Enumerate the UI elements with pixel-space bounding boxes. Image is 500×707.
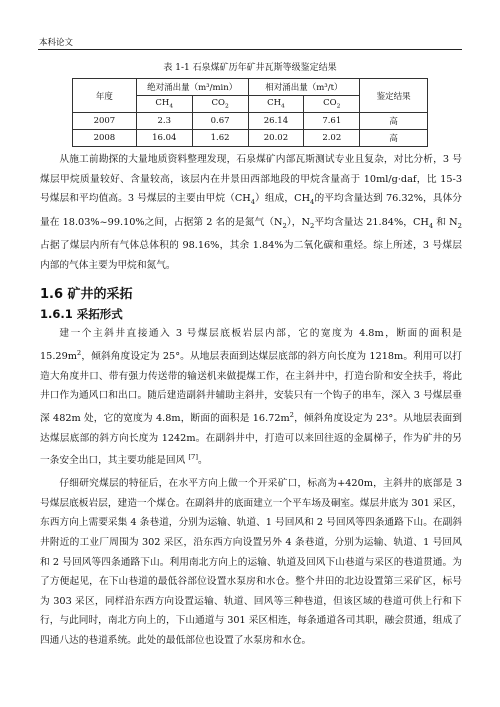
subheader-abs-ch4: $CH_4$: [136, 96, 192, 113]
paragraph-mining-districts: 仔细研究煤层的特征后，在水平方向上做一个开采矿口，标高为+420m，主斜井的底部是 3 号煤层底板岩层，建造一个煤仓。在副斜井的底面建立一个平车场及硐室。煤层井底为 301 采区，东西方向上需要采集 4 条巷道，分别为运输、轨道、1 号回风和 2 号回风等四条通路下山。在副斜井附近的工业厂周围为 302 采区，沿东西方向设置另外 4 条巷道，分别为运输、轨道、1 号回风和 2 号回风等四条通路下山。利用南北方向上的运输、轨道及回风下山巷道与采区的巷道贯通。为了方便起见，在下山巷道的最低谷部位设置水泵房和水仓。整个井田的北边设置第三采矿区，标号为 303 采区，同样沿东西方向设置运输、轨道、回风等三种巷道，但该区域的巷道可供上行和下行，与此同时，南北方向上的，下山通道与 301 采区相连，每条通道各司其职，融会贯通，组成了四通八达的巷道系统。此处的最低部位也设置了水泵房和水仓。: [40, 478, 462, 647]
cell-year: 2007: [73, 113, 137, 130]
cell-abs-ch4: 16.04: [136, 130, 192, 147]
gas-grade-table: [72, 78, 428, 147]
cell-result: 高: [360, 130, 428, 147]
header-year: 年度: [73, 79, 137, 113]
subheader-abs-co2: $CO_2$: [192, 96, 248, 113]
cell-rel-ch4: 20.02: [248, 130, 304, 147]
subheader-rel-co2: $CO_2$: [304, 96, 360, 113]
body-content: [40, 150, 462, 651]
cell-abs-ch4: 2.3: [136, 113, 192, 130]
table-caption: 表 1-1 石泉煤矿历年矿井瓦斯等级鉴定结果: [163, 63, 337, 73]
subheader-rel-ch4: $CH_4$: [248, 96, 304, 113]
cell-rel-ch4: 26.14: [248, 113, 304, 130]
header-relative: 相对涌出量（m³/t）: [248, 79, 360, 96]
cell-result: 高: [360, 113, 428, 130]
header-result: 鉴定结果: [360, 79, 428, 113]
paragraph-gas-composition: 从施工前勘探的大量地质资料整理发现，石泉煤矿内部瓦斯测试专业且复杂，对比分析，3 号煤层甲烷质量较好、含量较高，该层内在井景田西部地段的甲烷含量高于 10ml/g·daf，比 15-3 号煤层和平均值高。3 号煤层的主要由甲烷$(CH_4)$组成，$CH_4$的平均含量达到 76.32%，具体分量在 18.03%~99.10%之间，占据第 2 名的是氮气$(N_2)$，$N_2$平均含量达 21.84%，$CH_4$ 和 $N_2$ 占据了煤层内所有气体总体积的 98.16%，其余 1.84%为二氧化碳和重烃。综上所述，3 号煤层内部的气体主要为甲烷和氮气。: [40, 154, 462, 271]
header-rule: [38, 49, 462, 50]
table-row: [73, 130, 428, 147]
cell-year: 2008: [73, 130, 137, 147]
paragraph-inclined-shafts: 建一个主斜井直接通入 3 号煤层底板岩层内部，它的宽度为 4.8m，断面的面积是 $15.29m^2$，倾斜角度设定为 25°。从地层表面到达煤层底部的斜方向长度为 1218m。利用可以打造大角度井口、带有强力传送带的输送机来做提煤工作，在主斜井中，打造台阶和安全扶手，将此井口作为通风口和出口。随后建造副斜井辅助主斜井，安装只有一个钩子的串车，深入 3 号煤层垂深 482m 处，它的宽度为 4.8m，断面的面积是 $16.72m^2$，倾斜角度设定为 23°。从地层表面到达煤层底部的斜方向长度为 1242m。在副斜井中，打造可以来回往返的金属梯子，作为矿井的另一条安全出口，其主要功能是回风 [7]。: [40, 328, 462, 467]
cell-rel-co2: 2.02: [304, 130, 360, 147]
page-header-label: 本科论文: [39, 38, 74, 48]
cell-rel-co2: 7.61: [304, 113, 360, 130]
subsection-heading: 1.6.1 采拓形式: [40, 307, 123, 322]
cell-abs-co2: 0.67: [192, 113, 248, 130]
reference-mark: [7]: [188, 453, 199, 462]
header-absolute: 绝对涌出量（m³/min）: [136, 79, 248, 96]
cell-abs-co2: 1.62: [192, 130, 248, 147]
table-row: [73, 113, 428, 130]
section-heading: 1.6 矿井的采拓: [40, 287, 133, 303]
